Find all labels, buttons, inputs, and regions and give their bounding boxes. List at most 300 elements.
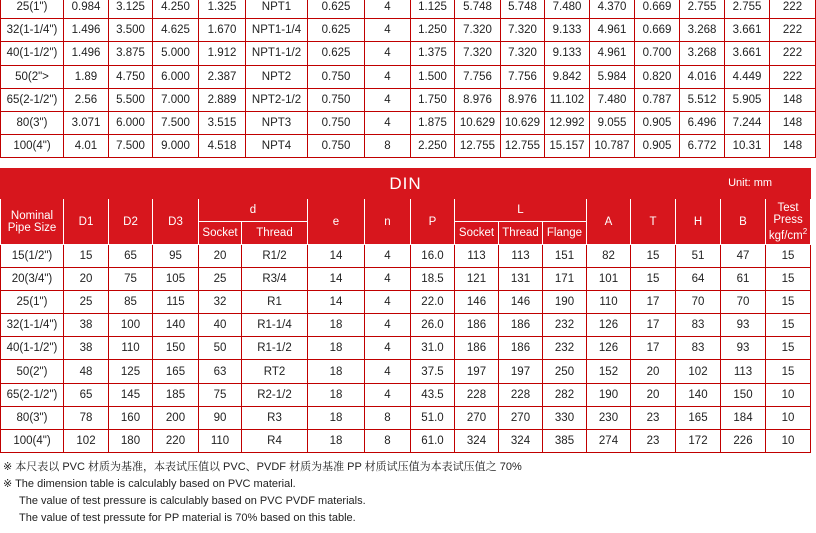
table-cell: 18 [308,314,365,337]
table-cell: 12.755 [455,135,501,158]
nominal-size-cell: 20(3/4") [1,268,64,291]
table-cell: 3.268 [680,19,725,42]
table-cell: 75 [109,268,153,291]
table-cell: 0.787 [635,88,680,111]
table-row [1,360,811,383]
nominal-size-cell: 32(1-1/4") [1,314,64,337]
nominal-size-cell: 50(2") [1,360,64,383]
din-title: DIN [389,173,422,193]
table-cell: 110 [587,291,631,314]
table-cell: 2.755 [680,0,725,19]
table-cell: 17 [631,291,676,314]
table-cell: 78 [64,406,109,429]
table-cell: 1.496 [64,42,109,65]
table-cell: 0.905 [635,111,680,134]
table-cell: 17 [631,337,676,360]
table-cell: 145 [109,383,153,406]
table-cell: 3.661 [725,42,770,65]
header-p: P [411,199,455,245]
table-cell: 93 [721,314,766,337]
table-cell: 18 [308,360,365,383]
table-cell: 148 [770,88,816,111]
table-cell: 126 [587,314,631,337]
table-cell: 2.755 [725,0,770,19]
header-d: d [199,199,308,222]
table-cell: 4 [365,360,411,383]
table-cell: 190 [543,291,587,314]
table-cell: 165 [676,406,721,429]
table-cell: 4.518 [199,135,246,158]
table-cell: 110 [109,337,153,360]
table-row [1,406,811,429]
nominal-size-cell: 50(2"> [1,65,64,88]
table-cell: 3.125 [109,0,153,19]
table-cell: 110 [199,429,242,452]
table-cell: 20 [631,383,676,406]
table-cell: 70 [676,291,721,314]
table-cell: R2-1/2 [242,383,308,406]
table-cell: 324 [499,429,543,452]
table-cell: 18 [308,406,365,429]
table-cell: 0.700 [635,42,680,65]
table-cell: 102 [64,429,109,452]
header-d-thread: Thread [242,222,308,245]
table-cell: 25 [64,291,109,314]
table-cell: 113 [721,360,766,383]
table-cell: 1.325 [199,0,246,19]
table-cell: 90 [199,406,242,429]
table-cell: 1.250 [411,19,455,42]
table-cell: 4.961 [590,19,635,42]
table-cell: 126 [587,337,631,360]
table-cell: 37.5 [411,360,455,383]
table-cell: 1.750 [411,88,455,111]
nominal-size-cell: 40(1-1/2") [1,42,64,65]
table-cell: 63 [199,360,242,383]
table-row [1,291,811,314]
table-row [1,245,811,268]
table-cell: 4.750 [109,65,153,88]
notes [3,459,522,527]
table-cell: 40 [199,314,242,337]
table-cell: 7.000 [153,88,199,111]
table-cell: 75 [199,383,242,406]
table-cell: 7.480 [545,0,590,19]
note-english-2: The value of test pressure is calculably based on PVC PVDF materials. [19,495,366,507]
table-cell: 20 [199,245,242,268]
nominal-size-cell: 15(1/2") [1,245,64,268]
table-cell: 83 [676,314,721,337]
table-cell: 4 [365,65,411,88]
table-cell: 15 [766,360,811,383]
table-cell: 9.000 [153,135,199,158]
table-cell: 222 [770,42,816,65]
nominal-size-cell: 100(4") [1,135,64,158]
table-cell: 172 [676,429,721,452]
table-cell: 230 [587,406,631,429]
table-cell: 274 [587,429,631,452]
table-cell: 186 [455,314,499,337]
table-cell: 8 [365,406,411,429]
header-e: e [308,199,365,245]
header-d2: D2 [109,199,153,245]
table-cell: 324 [455,429,499,452]
table-cell: 148 [770,111,816,134]
table-cell: 22.0 [411,291,455,314]
table-cell: 5.748 [501,0,545,19]
table-cell: 190 [587,383,631,406]
table-cell: 51.0 [411,406,455,429]
table-cell: 125 [109,360,153,383]
table-cell: 6.000 [153,65,199,88]
table-cell: 222 [770,65,816,88]
table-cell: 18 [308,429,365,452]
header-l: L [455,199,587,222]
nominal-size-cell: 25(1") [1,0,64,19]
table-cell: 48 [64,360,109,383]
din-banner [1,169,811,199]
table-cell: 1.375 [411,42,455,65]
table-cell: 184 [721,406,766,429]
table-cell: 282 [543,383,587,406]
table-cell: 4.250 [153,0,199,19]
table-row [1,111,816,134]
table-cell: 15 [631,245,676,268]
table-cell: 1.670 [199,19,246,42]
table-cell: 25 [199,268,242,291]
header-d3: D3 [153,199,199,245]
table-cell: 0.750 [308,135,365,158]
table-cell: 228 [499,383,543,406]
table-cell: 0.820 [635,65,680,88]
table-cell: 3.268 [680,42,725,65]
table-cell: 2.387 [199,65,246,88]
table-cell: 4 [365,383,411,406]
table-cell: 222 [770,19,816,42]
table-cell: 250 [543,360,587,383]
table-cell: 8.976 [455,88,501,111]
table-cell: NPT1-1/2 [246,42,308,65]
table-row [1,19,816,42]
table-row [1,383,811,406]
table-cell: 150 [721,383,766,406]
nominal-size-cell: 25(1") [1,291,64,314]
table-cell: 228 [455,383,499,406]
table-cell: 70 [721,291,766,314]
table-cell: 115 [153,291,199,314]
table-cell: 23 [631,429,676,452]
table-cell: 38 [64,314,109,337]
table-cell: 17 [631,314,676,337]
note-english-3: The value of test pressute for PP material is 70% based on this table. [19,512,356,524]
table-cell: 7.320 [455,19,501,42]
table-cell: 0.625 [308,19,365,42]
table-cell: 14 [308,245,365,268]
header-b: B [721,199,766,245]
table-cell: 4 [365,88,411,111]
table-row [1,429,811,452]
table-cell: 9.133 [545,42,590,65]
table-row [1,42,816,65]
header-d1: D1 [64,199,109,245]
table-cell: 47 [721,245,766,268]
table-cell: 15 [766,314,811,337]
table-cell: 232 [543,337,587,360]
table-cell: 10 [766,383,811,406]
table-cell: 4 [365,314,411,337]
nominal-size-cell: 32(1-1/4") [1,19,64,42]
table-cell: 20 [64,268,109,291]
table-cell: 1.125 [411,0,455,19]
table-cell: 0.905 [635,135,680,158]
table-cell: 15 [766,337,811,360]
table-cell: 85 [109,291,153,314]
table-cell: 15 [766,245,811,268]
table-cell: 61.0 [411,429,455,452]
header-t: T [631,199,676,245]
table-cell: NPT2 [246,65,308,88]
table-cell: 15 [631,268,676,291]
table-cell: 200 [153,406,199,429]
table-cell: 4 [365,42,411,65]
table-cell: R1 [242,291,308,314]
table-cell: 186 [499,314,543,337]
nominal-size-cell: 65(2-1/2") [1,383,64,406]
table-cell: 4.961 [590,42,635,65]
table-cell: 1.912 [199,42,246,65]
table-cell: 100 [109,314,153,337]
table-cell: 32 [199,291,242,314]
note-english-1: ※ The dimension table is calculably based on PVC material. [3,478,296,490]
table-row [1,314,811,337]
table-cell: 4.370 [590,0,635,19]
table-cell: 102 [676,360,721,383]
table-cell: 5.512 [680,88,725,111]
table-cell: 3.500 [109,19,153,42]
table-cell: R4 [242,429,308,452]
table-cell: 7.320 [501,42,545,65]
table-cell: 270 [455,406,499,429]
table-cell: 14 [308,291,365,314]
header-h: H [676,199,721,245]
table-row [1,0,816,19]
table-cell: NPT1 [246,0,308,19]
table-cell: 61 [721,268,766,291]
table-cell: 16.0 [411,245,455,268]
table-cell: 165 [153,360,199,383]
table-cell: 0.750 [308,111,365,134]
table-cell: 0.625 [308,0,365,19]
table-cell: 0.669 [635,19,680,42]
imperial-dimension-table [0,0,816,158]
table-cell: 2.889 [199,88,246,111]
table-cell: 10 [766,406,811,429]
table-cell: 232 [543,314,587,337]
table-cell: 5.000 [153,42,199,65]
table-cell: 1.875 [411,111,455,134]
table-cell: R1/2 [242,245,308,268]
table-cell: 7.500 [109,135,153,158]
table-cell: 7.500 [153,111,199,134]
table-cell: R3/4 [242,268,308,291]
table-cell: 385 [543,429,587,452]
table-cell: 7.480 [590,88,635,111]
table-cell: 140 [153,314,199,337]
table-cell: 1.496 [64,19,109,42]
din-header-row [1,199,811,222]
nominal-size-cell: 65(2-1/2") [1,88,64,111]
table-cell: 2.56 [64,88,109,111]
header-test-press: Test Press kgf/$cm^2$ [766,199,811,245]
header-nominal-pipe-size: Nominal Pipe Size [1,199,64,245]
table-cell: 3.515 [199,111,246,134]
table-cell: 6.772 [680,135,725,158]
table-cell: 18.5 [411,268,455,291]
table-cell: NPT4 [246,135,308,158]
table-cell: 15 [64,245,109,268]
table-row [1,88,816,111]
table-cell: 140 [676,383,721,406]
table-cell: 146 [499,291,543,314]
table-cell: 65 [64,383,109,406]
table-cell: 6.000 [109,111,153,134]
table-row [1,337,811,360]
table-cell: 197 [455,360,499,383]
table-cell: 0.625 [308,42,365,65]
table-cell: 4.449 [725,65,770,88]
table-cell: 4 [365,268,411,291]
table-cell: 7.320 [455,42,501,65]
table-cell: RT2 [242,360,308,383]
table-cell: 4 [365,19,411,42]
table-cell: 220 [153,429,199,452]
table-cell: 270 [499,406,543,429]
header-l-thread: Thread [499,222,543,245]
table-cell: 0.984 [64,0,109,19]
table-cell: 0.750 [308,65,365,88]
table-cell: 5.905 [725,88,770,111]
table-cell: 7.244 [725,111,770,134]
nominal-size-cell: 100(4") [1,429,64,452]
note-chinese: ※ 本尺表以 PVC 材质为基准，本表试压值以 PVC、PVDF 材质为基准 PP 材质试压值为本表试压值之 70% [3,461,522,473]
table-cell: 4 [365,337,411,360]
nominal-size-cell: 80(3") [1,406,64,429]
din-table-body [1,245,811,453]
table-cell: 186 [455,337,499,360]
table-cell: 3.071 [64,111,109,134]
table-cell: 4 [365,245,411,268]
table-cell: 83 [676,337,721,360]
table-cell: 18 [308,337,365,360]
table-cell: 31.0 [411,337,455,360]
table-cell: 113 [499,245,543,268]
header-n: n [365,199,411,245]
table-cell: 9.055 [590,111,635,134]
table-cell: 0.669 [635,0,680,19]
table-cell: 10.629 [501,111,545,134]
table-cell: 131 [499,268,543,291]
table-cell: 26.0 [411,314,455,337]
table-cell: 10.31 [725,135,770,158]
header-d-socket: Socket [199,222,242,245]
table-cell: 197 [499,360,543,383]
table-cell: 50 [199,337,242,360]
table-row [1,65,816,88]
table-row [1,268,811,291]
table-cell: NPT1-1/4 [246,19,308,42]
table-cell: 146 [455,291,499,314]
table-cell: 222 [770,0,816,19]
table-cell: 12.992 [545,111,590,134]
din-dimension-table [0,168,811,453]
table-cell: 9.842 [545,65,590,88]
table-cell: 23 [631,406,676,429]
table-cell: 95 [153,245,199,268]
table-cell: 38 [64,337,109,360]
table-cell: 2.250 [411,135,455,158]
nominal-size-cell: 80(3") [1,111,64,134]
table-cell: 5.748 [455,0,501,19]
table-cell: 93 [721,337,766,360]
table-cell: 10.787 [590,135,635,158]
imperial-table-body [1,0,816,158]
header-l-socket: Socket [455,222,499,245]
table-cell: 148 [770,135,816,158]
table-cell: 226 [721,429,766,452]
table-cell: R1-1/4 [242,314,308,337]
table-cell: 5.984 [590,65,635,88]
table-cell: 160 [109,406,153,429]
table-cell: 43.5 [411,383,455,406]
table-cell: 151 [543,245,587,268]
table-row [1,135,816,158]
table-cell: 9.133 [545,19,590,42]
table-cell: 15.157 [545,135,590,158]
table-cell: 18 [308,383,365,406]
table-cell: NPT2-1/2 [246,88,308,111]
table-cell: 6.496 [680,111,725,134]
table-cell: 330 [543,406,587,429]
table-cell: 8 [365,429,411,452]
table-cell: 51 [676,245,721,268]
table-cell: 14 [308,268,365,291]
table-cell: 12.755 [501,135,545,158]
table-cell: 11.102 [545,88,590,111]
table-cell: 4.016 [680,65,725,88]
table-cell: 101 [587,268,631,291]
table-cell: 65 [109,245,153,268]
table-cell: 64 [676,268,721,291]
header-l-flange: Flange [543,222,587,245]
table-cell: 105 [153,268,199,291]
unit-label: Unit: mm [728,177,773,189]
table-cell: 5.500 [109,88,153,111]
table-cell: 4.01 [64,135,109,158]
table-cell: 8 [365,135,411,158]
table-cell: 1.89 [64,65,109,88]
table-cell: 20 [631,360,676,383]
table-cell: 121 [455,268,499,291]
table-cell: 150 [153,337,199,360]
table-cell: 180 [109,429,153,452]
table-cell: 15 [766,268,811,291]
table-cell: 171 [543,268,587,291]
table-cell: R3 [242,406,308,429]
table-cell: 0.750 [308,88,365,111]
table-cell: 4 [365,291,411,314]
table-cell: 7.320 [501,19,545,42]
table-cell: 113 [455,245,499,268]
